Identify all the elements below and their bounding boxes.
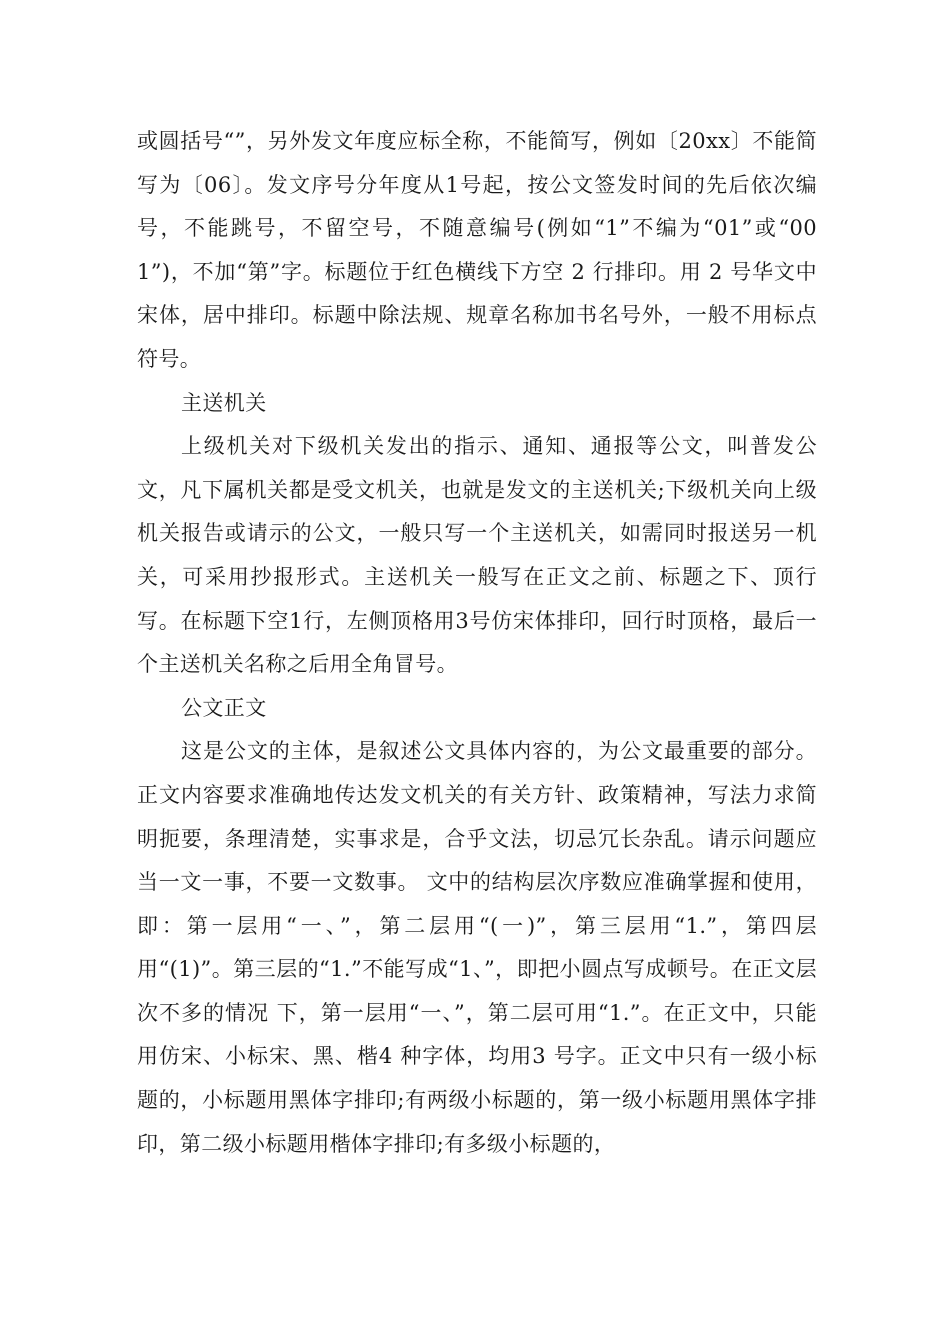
- paragraph-document-number-rules: 或圆括号“”，另外发文年度应标全称，不能简写，例如〔20xx〕不能简写为〔06〕。发文序号分年度从1号起，按公文签发时间的先后依次编号，不能跳号，不留空号，不随意编号(例如“1”不编为“01”或“001”)，不加“第”字。标题位于红色横线下方空 2 行排印。用 2 号华文中宋体，居中排印。标题中除法规、规章名称加书名号外，一般不用标点符号。: [137, 129, 817, 371]
- paragraph-body-text: 这是公文的主体，是叙述公文具体内容的，为公文最重要的部分。正文内容要求准确地传达发文机关的有关方针、政策精神，写法力求简明扼要，条理清楚，实事求是，合乎文法，切忌冗长杂乱。请示问题应当一文一事，不要一文数事。 文中的结构层次序数应准确掌握和使用，即：第一层用“一、”，第二层用“(一)”，第三层用“1.”，第四层 用“(1)”。第三层的“1.”不能写成“1、”，即把小圆点写成顿号。在正文层次不多的情况 下，第一层用“一、”，第二层可用“1.”。在正文中，只能用仿宋、小标宋、黑、楷4 种字体，均用3 号字。正文中只有一级小标题的，小标题用黑体字排印;有两级小标题的，第一级小标题用黑体字排印，第二级小标题用楷体字排印;有多级小标题的，: [137, 739, 817, 1156]
- paragraph-main-recipient: 上级机关对下级机关发出的指示、通知、通报等公文，叫普发公文，凡下属机关都是受文机关，也就是发文的主送机关;下级机关向上级机关报告或请示的公文，一般只写一个主送机关，如需同时报送另一机关，可采用抄报形式。主送机关一般写在正文之前、标题之下、顶行写。在标题下空1行，左侧顶格用3号仿宋体排印，回行时顶格，最后一个主送机关名称之后用全角冒号。: [137, 434, 817, 677]
- document-body: [137, 120, 817, 1166]
- section-heading-main-recipient: 主送机关: [181, 390, 267, 415]
- section-heading-body-text: 公文正文: [181, 695, 267, 720]
